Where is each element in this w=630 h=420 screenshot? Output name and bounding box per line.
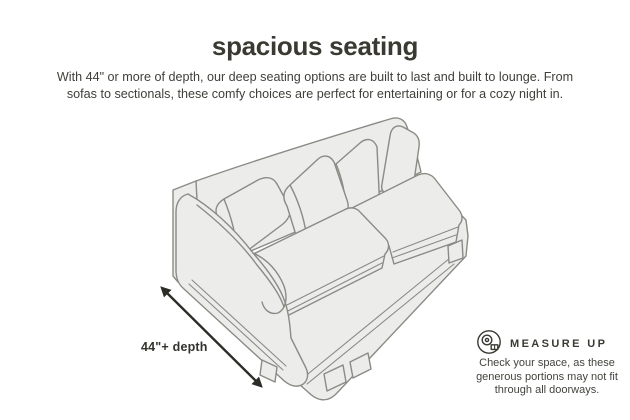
caption-line-1: Check your space, as these: [479, 357, 615, 369]
page-title: spacious seating: [211, 31, 419, 61]
sofa-illustration: [140, 106, 480, 416]
measure-up-header: [476, 329, 607, 356]
measure-up-heading: MEASURE UP: [510, 337, 608, 350]
measure-up-caption: [451, 357, 630, 398]
intro-line-1: With 44" or more of depth, our deep seating options are built to last and built to lounge. From: [56, 70, 574, 84]
tape-measure-icon: [476, 329, 503, 356]
sofa-line-drawing: [140, 106, 480, 416]
intro-line-2: sofas to sectionals, these comfy choices are perfect for entertaining or for a cozy night in.: [66, 87, 564, 101]
intro-paragraph: [0, 69, 630, 103]
depth-dimension-label: 44"+ depth: [141, 340, 208, 354]
caption-line-2: generous portions may not fit: [476, 370, 618, 383]
caption-line-3: through all doorways.: [494, 384, 600, 396]
